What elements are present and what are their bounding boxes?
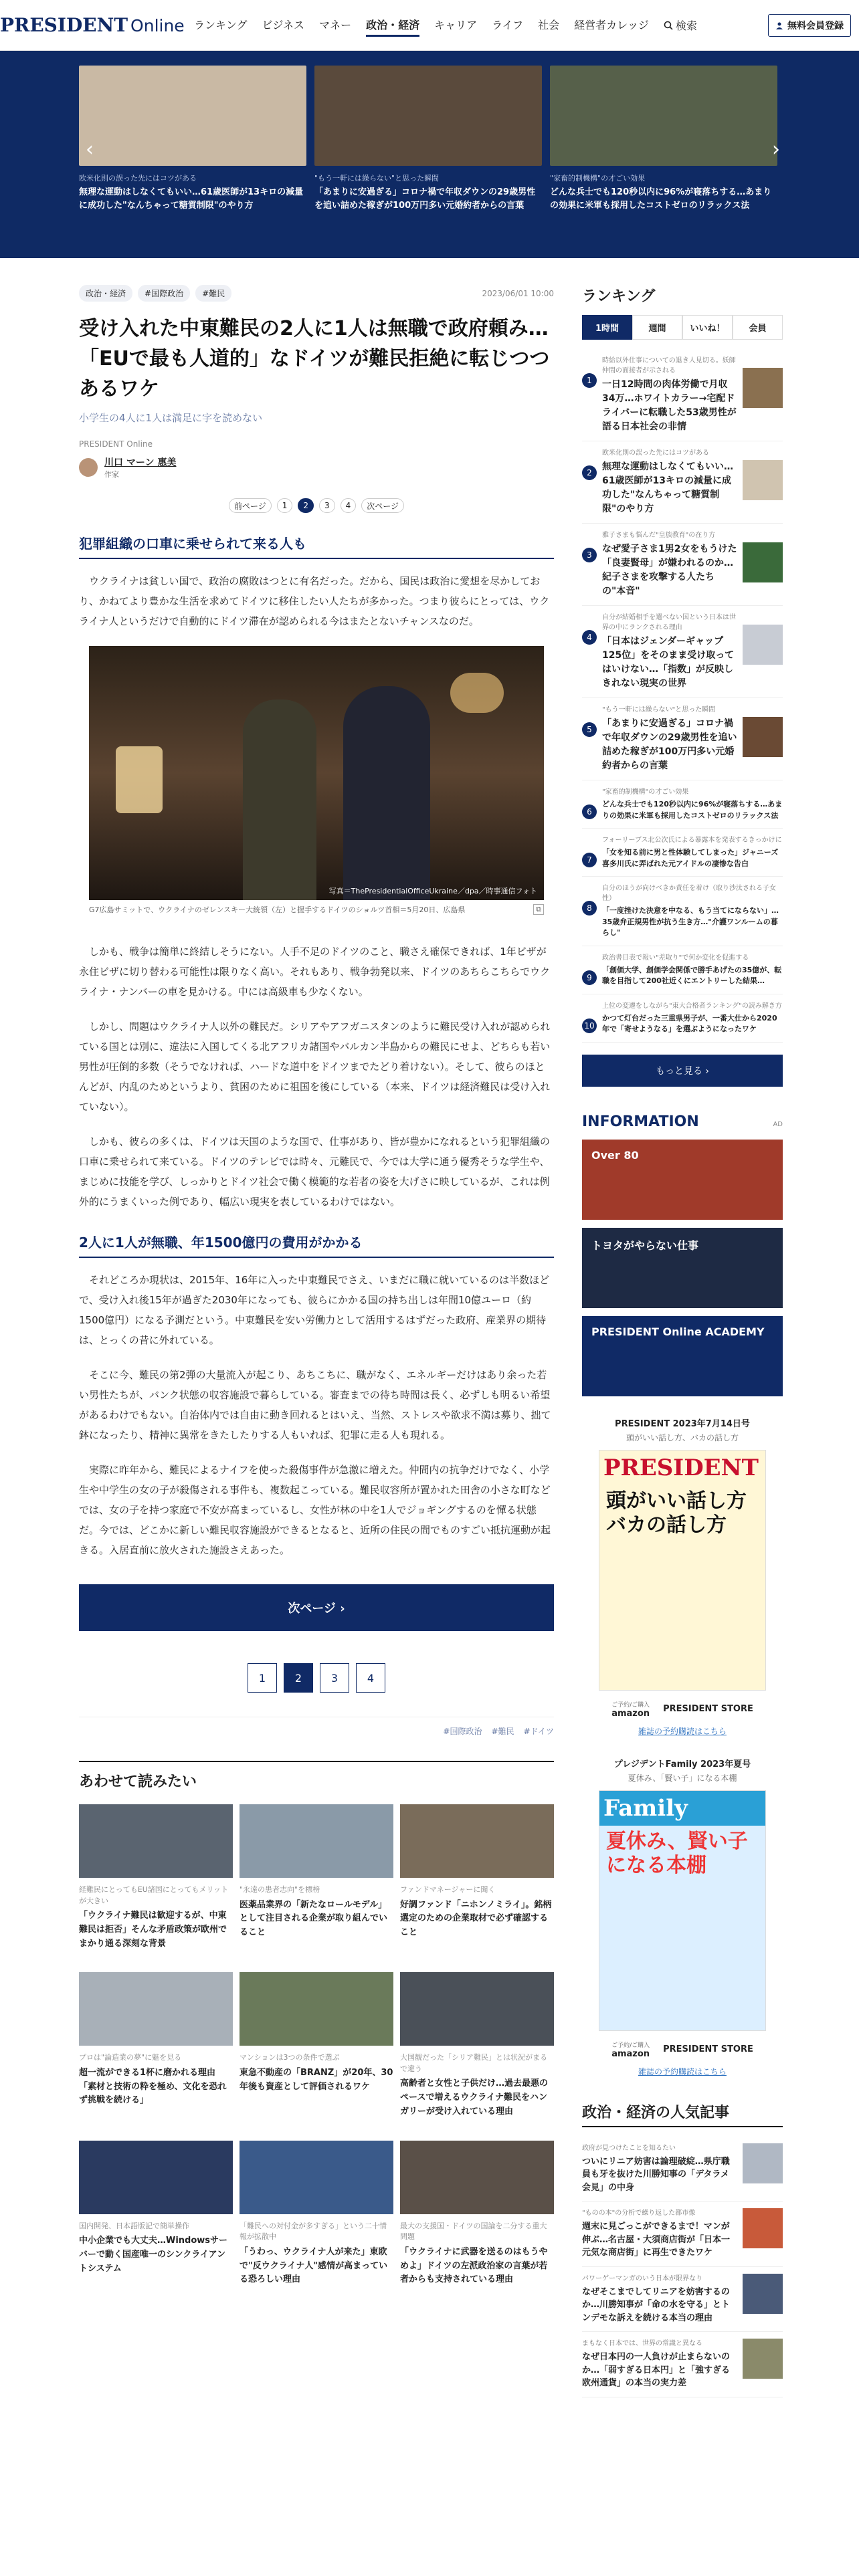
related-title: 医薬品業界の「新たなロールモデル」として注目される企業が取り組んでいること	[240, 1899, 388, 1938]
popular-kicker: "ものの本"の分析で繰り返した都市像	[582, 2210, 696, 2217]
ranking-item[interactable]	[582, 994, 783, 1043]
nav-exec-college[interactable]: 経営者カレッジ	[574, 18, 650, 31]
hero-cards	[79, 66, 859, 213]
related-item[interactable]	[79, 1972, 233, 2119]
rank-body	[602, 953, 783, 987]
related-heading: あわせて読みたい	[79, 1761, 554, 1791]
next-page-label: 次ページ	[288, 1602, 336, 1616]
paragraph-1: ウクライナは貧しい国で、政治の腐敗はつとに有名だった。だから、国民は政治に愛想を尽かしており、かねてより豊かな生活を求めてドイツに移住したい人たちが多かった。つまり彼らにとっては、ウクライナ人というだけで自動的にドイツ滞在が認められる今はまたとないチャンスなのだ。	[79, 575, 550, 627]
tag-international[interactable]: #国際政治	[138, 285, 190, 302]
president-store-link[interactable]: PRESIDENT STORE	[663, 1704, 753, 1714]
rank-kicker: "家畜的制機構"の才ごい効果	[602, 788, 689, 796]
hero-title: 「あまりに安過ぎる」コロナ禍で年収ダウンの29歳男性を追い詰めた稼ぎが100万円多い元婚約者からの言葉	[314, 187, 536, 211]
popular-item[interactable]	[582, 2137, 783, 2202]
pager-page-3[interactable]: 3	[319, 498, 335, 513]
paragraph-7: 実際に昨年から、難民によるナイフを使った殺傷事件が急激に増えた。仲間内の抗争だけでなく、小学生や中学生の女の子が殺傷される事件も、複数起こっている。難民収容所が置かれた田舎の小さな町などでは、女の子を持つ家庭で不安が高まっているし、女性が林の中を1人でジョギングするのを憚る状態だ。今では、どこかに新しい難民収容施設ができるとなると、近所の住民の間でものすごい抵抗運動が起きる。入居直前に放火された施設さえあった。	[79, 1464, 551, 1556]
popular-list	[582, 2137, 783, 2397]
related-image	[400, 1804, 554, 1878]
search-label: 検索	[676, 19, 698, 32]
popular-thumbnail	[743, 2143, 783, 2183]
ranking-item[interactable]	[582, 698, 783, 780]
ad-label: AD	[773, 1120, 783, 1128]
magazine-title: Family	[599, 1791, 765, 1826]
ranking-heading: ランキング	[582, 288, 656, 305]
related-title: 高齢者と女性と子供だけ…過去最悪のペースで増えるウクライナ難民をハンガリーが受け入れている理由	[400, 2078, 549, 2117]
rank-title: 「あまりに安過ぎる」コロナ禍で年収ダウンの29歳男性を追い詰めた稼ぎが100万円多い元婚約者からの言葉	[602, 718, 737, 771]
ranking-item[interactable]	[582, 780, 783, 829]
rank-title: 「日本はジェンダーギャップ125位」をそのまま受け取ってはいけない…「指数」が反映しきれない現実の世界	[602, 636, 735, 689]
popular-kicker: まもなく日本では、世界の常識と異なる	[582, 2340, 702, 2347]
related-item[interactable]	[400, 1972, 554, 2119]
related-kicker: 国内開発、日本語版記で簡単操作	[79, 2221, 189, 2230]
related-item[interactable]	[400, 2141, 554, 2287]
nav-ranking[interactable]: ランキング	[194, 18, 248, 31]
nav-business[interactable]: ビジネス	[262, 18, 305, 31]
rank-thumbnail	[743, 460, 783, 500]
popular-item[interactable]	[582, 2202, 783, 2267]
ranking-item[interactable]	[582, 829, 783, 877]
section-heading-2: 2人に1人が無職、年1500億円の費用がかかる	[79, 1232, 554, 1258]
related-image	[79, 1804, 233, 1878]
carousel-prev-icon[interactable]: ‹	[86, 138, 94, 161]
related-image	[79, 2141, 233, 2214]
rank-number: 4	[582, 630, 597, 645]
magazine-sub: 頭がいい話し方、バカの話し方	[626, 1432, 739, 1442]
ranking-item[interactable]	[582, 524, 783, 606]
rank-title: どんな兵士でも120秒以内に96%が寝落ちする…あまりの効果に米軍も採用したコストゼロのリラックス法	[602, 800, 783, 820]
related-item[interactable]	[79, 2141, 233, 2287]
rank-thumbnail	[743, 717, 783, 757]
photo-caption: G7広島サミットで、ウクライナのゼレンスキー大統領（左）と握手するドイツのショルツ首相＝5月20日、広島県	[89, 905, 466, 914]
photo-caption-row	[79, 904, 554, 915]
popular-thumbnail	[743, 2274, 783, 2314]
rank-number: 10	[582, 1018, 597, 1033]
tag-refugee[interactable]: #難民	[195, 285, 231, 302]
sidebar	[582, 285, 783, 2397]
rank-kicker: 自分が結婚相手を選べない国という日本は世界の中にランクされる理由	[602, 614, 736, 631]
rank-number: 3	[582, 548, 597, 562]
rank-title: 無理な運動はしなくてもいい…61歳医師が13キロの減量に成功した"なんちゃって糖質制限"のやり方	[602, 461, 733, 514]
rank-kicker: 上位の変遷をしながら"東大合格者ランキング"の読み解き方	[602, 1002, 782, 1010]
article-title: 受け入れた中東難民の2人に1人は無職で政府頼み…「EUで最も人道的」なドイツが難民拒絶に転じつつあるワケ	[79, 317, 550, 401]
store-links	[582, 2040, 783, 2059]
hero-image	[550, 66, 777, 166]
photo-credit: 写真＝ThePresidentialOfficeUkraine／dpa／時事通信フォト	[328, 887, 537, 895]
hero-title: 無理な運動はしなくてもいい…61歳医師が13キロの減量に成功した"なんちゃって糖質制限"のやり方	[79, 187, 304, 211]
popular-title: なぜそこまでしてリニアを妨害するのか…川勝知事が「命の水を守る」とトンデモな訴えを続ける本当の理由	[582, 2286, 731, 2323]
paragraph-6: そこに今、難民の第2弾の大量流入が起こり、あちこちに、職がなく、エネルギーだけはあり余った若い男性たちが、バンク状態の収容施設で暮らしている。審査までの待ち時間は長く、必ずしも明るい希望があるわけでもない。自治体内では自由に動き回れるとはいえ、当然、ストレスや欲求不満は募り、拙て鉢になったり、精神に異常をきたしたりする人もいれば、犯罪に走る人も現れる。	[79, 1369, 551, 1441]
more-label: もっと見る	[655, 1065, 702, 1077]
hero-image	[79, 66, 306, 166]
magazine-cover[interactable]	[599, 1450, 766, 1691]
related-item[interactable]	[79, 1804, 233, 1951]
related-title: 好調ファンド「ニホンノミライ」。銘柄選定のための企業取材で必ず確認すること	[400, 1899, 552, 1938]
popular-body	[582, 2339, 736, 2390]
magazine-label: PRESIDENT 2023年7月14日号	[615, 1418, 750, 1429]
hero-carousel	[0, 51, 859, 258]
hashtag-germany[interactable]: #ドイツ	[523, 1727, 554, 1736]
related-kicker: 最大の支援国・ドイツの国論を二分する重大問題	[400, 2221, 547, 2242]
rank-title: 「創価大学、創価学会関係で勝手あげたの35億が、転職を目指して200社近くにエントリーした結果…	[602, 965, 782, 985]
nav-money[interactable]: マネー	[319, 18, 352, 31]
rank-number: 5	[582, 722, 597, 737]
rank-title: 「女を知る前に男と性体験してしまった」ジャニーズ喜多川氏に弄ばれた元アイドルの凄惨な告白	[602, 848, 779, 868]
article-main	[79, 285, 554, 2397]
store-links	[582, 1700, 783, 1719]
popular-thumbnail	[743, 2208, 783, 2248]
section-heading-1: 犯罪組織の口車に乗せられて来る人も	[79, 533, 554, 559]
site-logo[interactable]	[0, 14, 185, 36]
rank-number: 9	[582, 970, 597, 985]
popular-heading: 政治・経済の人気記事	[582, 2101, 783, 2127]
carousel-next-icon[interactable]: ›	[772, 138, 780, 161]
rank-thumbnail	[743, 368, 783, 408]
popular-item[interactable]	[582, 2332, 783, 2397]
rank-number: 2	[582, 465, 597, 480]
related-title: 「ウクライナ難民は歓迎するが、中東難民は拒否」そんな矛盾政策が欧州でまかり通る深刻な背景	[79, 1911, 227, 1949]
rank-body	[602, 883, 783, 939]
tab-hour[interactable]: 1時間	[582, 315, 632, 340]
rank-kicker: "もう一軒には繰らない"と思った瞬間	[602, 706, 716, 714]
rank-title: 一日12時間の肉体労働で月収34万…ホワイトカラー→宅配ドライバーに転職した53歳男性が語る日本社会の非情	[602, 379, 737, 432]
rank-body	[602, 787, 783, 821]
ranking-tabs	[582, 315, 783, 340]
pager-page-4[interactable]: 4	[341, 498, 357, 513]
banner-text: PRESIDENT Online ACADEMY	[591, 1325, 765, 1338]
article-photo	[89, 646, 544, 900]
related-image	[240, 1972, 393, 2046]
popular-body	[582, 2143, 736, 2195]
popular-kicker: パワーゲーマンガのいう日本が限界なり	[582, 2274, 702, 2282]
photo-lamp	[116, 746, 163, 813]
banner-academy[interactable]	[582, 1316, 783, 1396]
author-avatar	[79, 458, 98, 477]
popular-body	[582, 2208, 736, 2260]
president-store-link[interactable]: PRESIDENT STORE	[663, 2044, 753, 2054]
tab-week[interactable]: 週間	[632, 315, 682, 340]
author-block	[79, 455, 554, 479]
ranking-item[interactable]	[582, 441, 783, 524]
related-item[interactable]	[240, 2141, 393, 2287]
logo-main: PRESIDENT	[0, 14, 128, 36]
related-kicker: ファンドマネージャーに聞く	[400, 1885, 496, 1894]
rank-body	[602, 835, 783, 869]
related-image	[240, 2141, 393, 2214]
magazine-label: プレジデントFamily 2023年夏号	[613, 1759, 751, 1769]
ranking-item[interactable]	[582, 877, 783, 946]
hashtag-international[interactable]: #国際政治	[443, 1727, 482, 1736]
related-title: 「ウクライナに武器を送るのはもうやめよ」ドイツの左派政治家の言葉が若者からも支持されている理由	[400, 2246, 548, 2285]
pager-top	[79, 498, 554, 513]
hashtag-list	[79, 1717, 554, 1737]
paragraph-4: しかも、彼らの多くは、ドイツは天国のような国で、仕事があり、皆が豊かになれるという犯罪組織の口車に乗せられて来ている。ドイツのテレビでは時々、元難民で、今では大学に通う優秀そうな学生や、まじめに技能を学び、しっかりとドイツ社会で働く模範的な若者の姿を大げさに映しているが、これは例外的にうまくいった例であり、幅広い現実を表しているわけではない。	[79, 1136, 550, 1208]
ranking-item[interactable]	[582, 349, 783, 441]
next-page-button[interactable]	[79, 1584, 554, 1631]
related-title: 東急不動産の「BRANZ」が20年、30年後も資産として評価されるワケ	[240, 2067, 393, 2092]
related-title: 中小企業でも大丈夫…Windowsサーバーで動く国産唯一のシンクライアントシステム	[79, 2236, 228, 2274]
rank-number: 8	[582, 901, 597, 916]
ranking-item[interactable]	[582, 606, 783, 698]
amazon-sub: ご予約/ご購入	[611, 1701, 650, 1709]
pager-bottom-1[interactable]: 1	[248, 1663, 277, 1693]
hero-card[interactable]	[550, 66, 777, 213]
pager-bottom-2: 2	[284, 1663, 313, 1693]
ranking-more-button[interactable]	[582, 1055, 783, 1087]
hero-title: どんな兵士でも120秒以内に96%が寝落ちする…あまりの効果に米軍も採用したコストゼロのリラックス法	[550, 187, 772, 211]
publish-date: 2023/06/01 10:00	[482, 288, 554, 298]
rank-body	[602, 1001, 783, 1035]
popular-thumbnail	[743, 2339, 783, 2379]
information-heading: INFORMATION	[582, 1113, 699, 1130]
magazine-family	[582, 1757, 783, 2077]
magazine-sub: 夏休み、「賢い子」になる本棚	[628, 1773, 737, 1783]
nav-life[interactable]: ライフ	[492, 18, 524, 31]
popular-title: ついにリニア妨害は論理破綻…県庁職員も牙を抜けた川勝知事の「デタラメ会見」の中身	[582, 2156, 730, 2193]
register-label: 無料会員登録	[787, 20, 844, 31]
magazine-headline: 頭がいい話し方 バカの話し方	[606, 1489, 747, 1537]
content-container	[0, 258, 859, 2397]
rank-body	[602, 448, 737, 516]
rank-body	[602, 705, 737, 773]
popular-title: なぜ日本円の一人負けが止まらないのか…「弱すぎる日本円」と「強すぎる欧州通貨」の本当の実力差	[582, 2352, 731, 2388]
hero-kicker: "家畜的制機構"の才ごい効果	[550, 174, 646, 183]
magazine-president	[582, 1416, 783, 1737]
magazine-headline: 夏休み、賢い子になる本棚	[606, 1829, 748, 1877]
related-title: 超一流ができる1杯に磨かれる理由「素材と技術の粋を極め、文化を恐れず挑戦を続ける」	[79, 2067, 227, 2106]
rank-kicker: 政治書目表で報い"差取り"で何か変化を促進する	[602, 954, 749, 962]
search-link[interactable]	[664, 14, 697, 37]
paragraph-5: それどころか現状は、2015年、16年に入った中東難民でさえ、いまだに職に就いているのは半数ほどで、受け入れ後15年が過ぎた2030年になっても、彼らにかかる国の持ち出しは年間10億ユーロ（約1500億円）になる予測だという。中東難民を安い労働力として活用するはずだった政府、産業界の期待は、とっくの昔に外れている。	[79, 1274, 550, 1346]
paragraph-3: しかし、問題はウクライナ人以外の難民だ。シリアやアフガニスタンのように難民受け入れが認められている国とは別に、違法に入国してくる北アフリカ諸国やバルカン半島からの難民にせよ、どちらも若い男性が圧倒的多数（そうでなければ、ハードな道中をドイツまでたどり着けない）。そして、彼らのほとんどが、内乱のためというより、貧困のために祖国を後にしている（本来、ドイツは経済難民は受け入れていない）。	[79, 1021, 551, 1113]
pager-bottom	[79, 1663, 554, 1693]
information-header	[582, 1113, 783, 1130]
brand-line: PRESIDENT Online	[79, 439, 153, 449]
magazine-cover[interactable]	[599, 1790, 766, 2031]
rank-body	[602, 613, 737, 691]
rank-kicker: 雅子さまも悩んだ"皇族教育"の在り方	[602, 532, 716, 539]
banner-text: Over 80	[591, 1148, 639, 1162]
related-item[interactable]	[240, 1972, 393, 2119]
rank-title: かつて灯台だった三重県男子が、一番大仕から2020年で「寄せようなる」を選ぶようになったワケ	[602, 1013, 777, 1033]
rank-kicker: フォーリーブス北公次氏による暴露本を発表するきっかけに	[602, 837, 782, 844]
ranking-item[interactable]	[582, 946, 783, 994]
rank-kicker: 時給以外仕事についての退き人見切る。妖師仲間の面接者が示される	[602, 357, 736, 374]
amazon-link[interactable]	[611, 2040, 650, 2059]
related-image	[400, 2141, 554, 2214]
user-icon	[775, 21, 783, 29]
related-kicker: マンションは3つの条件で選ぶ	[240, 2053, 340, 2062]
photo-light	[450, 673, 504, 713]
amazon-label: amazon	[611, 2048, 650, 2059]
preorder-link[interactable]: 雑誌の予約購読はこちら	[638, 1726, 727, 1736]
chevron-right-icon: ›	[705, 1065, 710, 1077]
author-role: 作家	[104, 470, 119, 479]
hero-image	[314, 66, 542, 166]
related-kicker: "永遠の患者志向"を標榜	[240, 1885, 320, 1894]
rank-number: 6	[582, 804, 597, 819]
amazon-link[interactable]	[611, 1700, 650, 1719]
popular-item[interactable]	[582, 2267, 783, 2333]
article-tags	[79, 285, 554, 302]
photo-figure-left	[243, 700, 316, 900]
tab-likes[interactable]: いいね！	[682, 315, 733, 340]
hero-kicker: 欧米化則の誤った先にはコツがある	[79, 174, 197, 183]
rank-title: なぜ愛子さま1男2女をもうけた「良妻賢母」が嫌われるのか…紀子さまを攻撃する人たちの"本音"	[602, 544, 737, 597]
search-icon	[664, 21, 673, 30]
rank-body	[602, 530, 737, 599]
register-button[interactable]	[768, 14, 851, 37]
related-title: 「うわっ、ウクライナ人が来た」東欧で"反ウクライナ人"感情が高まっている恐ろしい理由	[240, 2246, 388, 2285]
rank-thumbnail	[743, 625, 783, 665]
hero-card[interactable]	[314, 66, 542, 213]
related-item[interactable]	[400, 1804, 554, 1951]
pager-prev[interactable]: 前ページ	[229, 498, 272, 513]
popular-kicker: 政府が見つけたことを知るたい	[582, 2144, 676, 2152]
hashtag-refugee[interactable]: #難民	[491, 1727, 514, 1736]
pager-bottom-4[interactable]: 4	[356, 1663, 385, 1693]
nav-politics-economy[interactable]: 政治・経済	[366, 14, 419, 37]
rank-thumbnail	[743, 542, 783, 582]
nav-career[interactable]: キャリア	[434, 18, 478, 31]
photo-figure-right	[343, 686, 430, 900]
logo-sub: Online	[130, 16, 185, 35]
banner-text: トヨタがやらない仕事	[591, 1239, 699, 1252]
nav-society[interactable]: 社会	[538, 18, 560, 31]
related-kicker: 「難民への対付金が多すぎる」という二十情報が拡散中	[240, 2221, 387, 2242]
preorder-link[interactable]: 雑誌の予約購読はこちら	[638, 2066, 727, 2076]
related-kicker: 経難民にとってもEU諸国にとってもメリットが大きい	[79, 1885, 229, 1905]
rank-number: 1	[582, 373, 597, 388]
banner-over80[interactable]	[582, 1140, 783, 1220]
pager-bottom-3[interactable]: 3	[320, 1663, 349, 1693]
related-image	[240, 1804, 393, 1878]
rank-kicker: 欧米化則の誤った先にはコツがある	[602, 449, 709, 457]
amazon-sub: ご予約/ご購入	[611, 2042, 650, 2049]
popular-body	[582, 2274, 736, 2325]
related-item[interactable]	[240, 1804, 393, 1951]
main-nav	[194, 14, 697, 37]
ranking-list	[582, 349, 783, 1043]
tab-members[interactable]: 会員	[733, 315, 783, 340]
magazine-title: PRESIDENT	[603, 1454, 759, 1481]
pager-page-1[interactable]: 1	[277, 498, 293, 513]
related-grid	[79, 1804, 554, 2287]
related-image	[400, 1972, 554, 2046]
paragraph-2: しかも、戦争は簡単に終結しそうにない。人手不足のドイツのこと、職さえ確保できれば、1年ビザが永住ビザに切り替わる可能性は限りなく高い。それもあり、戦争勃発以来、ドイツのあちらこちらでウクライナ・ナンバーの車を見かける。中には高級車も少なくない。	[79, 946, 551, 998]
author-name[interactable]: 川口 マーン 惠美	[104, 457, 177, 468]
pager-page-2: 2	[298, 498, 314, 513]
related-image	[79, 1972, 233, 2046]
popular-title: 週末に見ごっこができるまで！マンが伸ぶ…名古屋・大須商店街が「日本一元気な商店街」に再生できたワケ	[582, 2222, 731, 2258]
chevron-right-icon: ›	[340, 1602, 345, 1616]
pager-next[interactable]: 次ページ	[361, 498, 404, 513]
related-kicker: 大国観だった「シリア難民」とは状況がまるで違う	[400, 2053, 547, 2073]
rank-body	[602, 356, 737, 434]
banner-toyota[interactable]	[582, 1228, 783, 1308]
article-subtitle: 小学生の4人に1人は満足に字を読めない	[79, 412, 263, 424]
site-header	[0, 0, 859, 51]
rank-number: 7	[582, 853, 597, 867]
amazon-label: amazon	[611, 1708, 650, 1719]
tag-category[interactable]: 政治・経済	[79, 285, 132, 302]
hero-card[interactable]	[79, 66, 306, 213]
expand-icon[interactable]: ⧉	[533, 904, 544, 915]
rank-kicker: 自分のほうが向けべきか責任を着け（取り沙汰される子女性）	[602, 885, 776, 902]
related-kicker: プロは"論造業の夢"に魅を見る	[79, 2053, 182, 2062]
hero-kicker: "もう一軒には繰らない"と思った瞬間	[314, 174, 440, 183]
rank-title: 「一度挫けた決意を中なる、もう当てにならない」…35歳弁正規男性が抗う生き方…"介護ワンルームの暮らし"	[602, 906, 779, 937]
